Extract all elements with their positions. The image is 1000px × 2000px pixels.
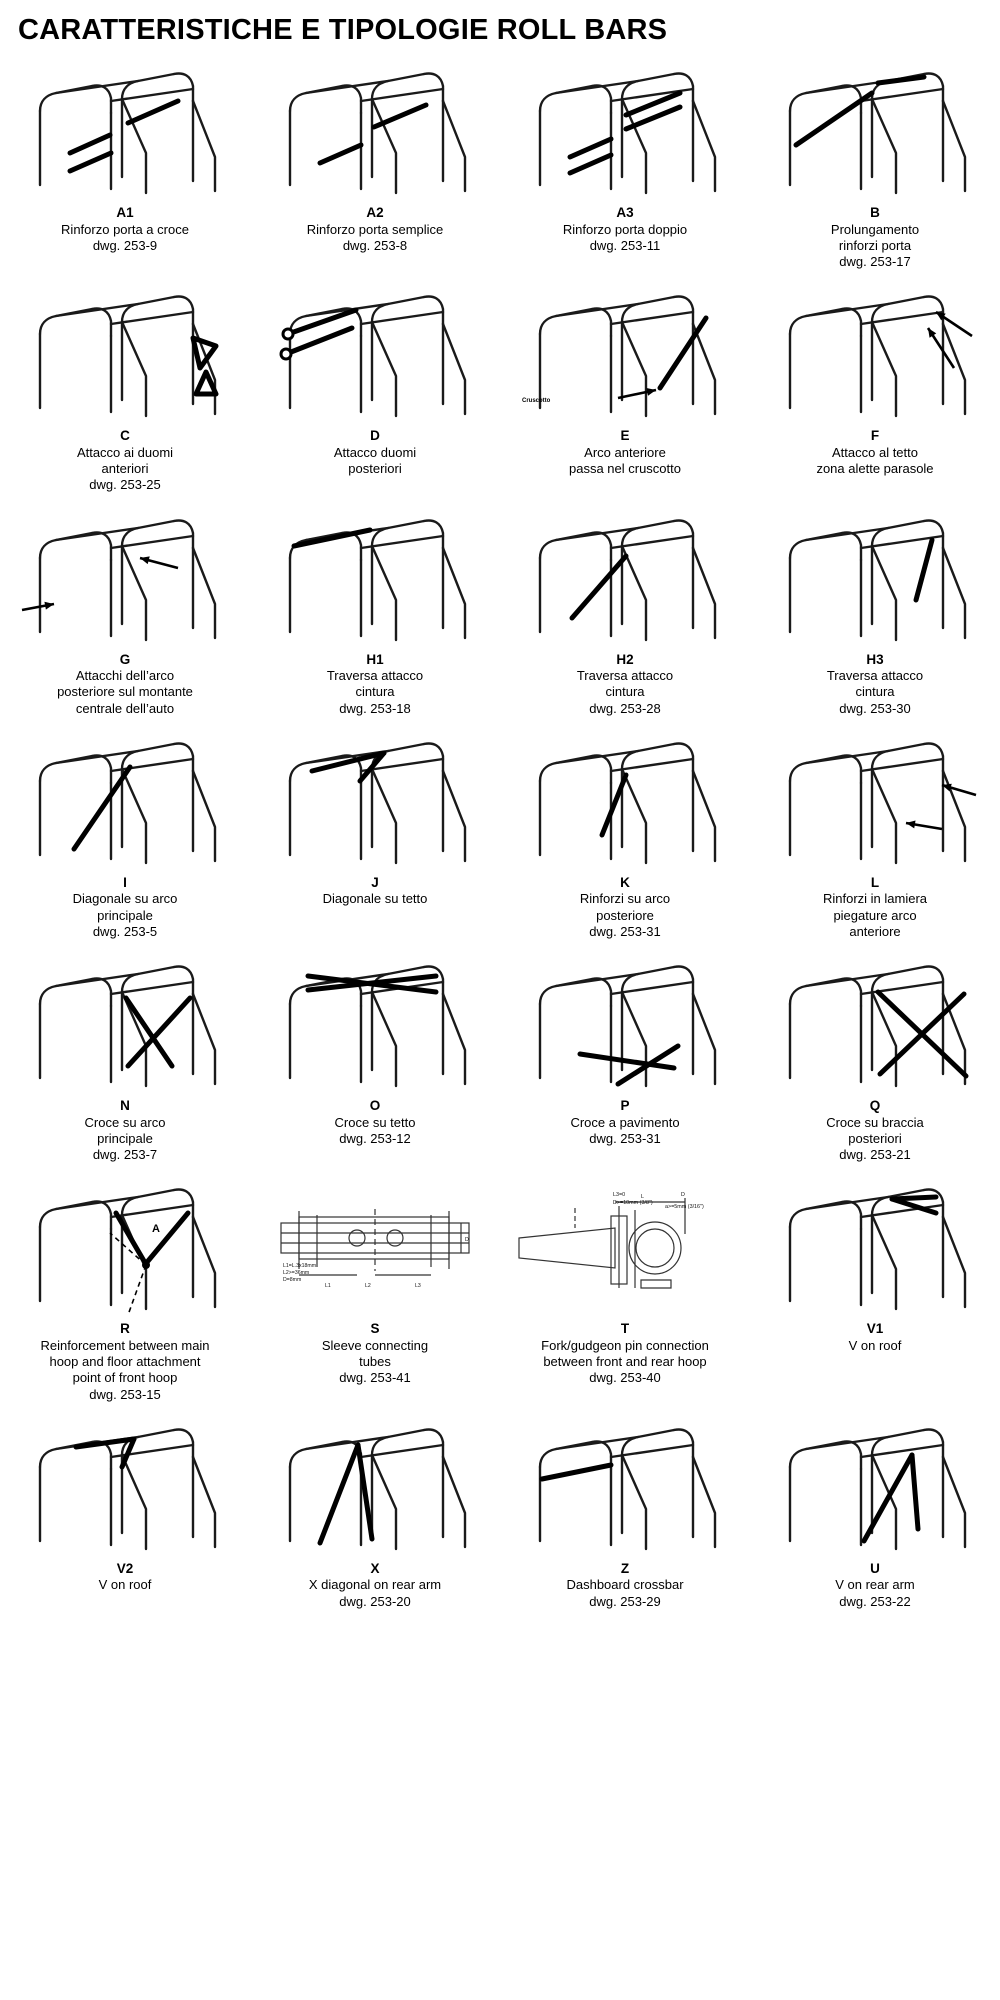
diagram-description: Reinforcement between main hoop and floor attachment point of front hoop dwg. 253-15 — [20, 1338, 230, 1403]
diagram-code: H3 — [866, 651, 884, 667]
diagram-description: Croce su braccia posteriori dwg. 253-21 — [770, 1115, 980, 1164]
cage-drawing-u — [760, 1409, 990, 1559]
diagram-cell-q — [750, 940, 1000, 1163]
cage-drawing-n — [10, 946, 240, 1096]
diagram-description: Attacco al tetto zona alette parasole — [816, 444, 934, 477]
diagram-code: Z — [620, 1560, 630, 1576]
svg-text:L2: L2 — [365, 1283, 371, 1290]
diagram-cell-g — [0, 494, 250, 717]
diagram-cell-h2 — [500, 494, 750, 717]
diagram-description: Diagonale su tetto — [322, 891, 428, 907]
cage-drawing-i — [10, 723, 240, 873]
diagram-cell-n — [0, 940, 250, 1163]
cage-drawing-d — [260, 276, 490, 426]
cage-drawing-o — [260, 946, 490, 1096]
diagram-description: Fork/gudgeon pin connection between front and rear hoop dwg. 253-40 — [520, 1338, 730, 1387]
diagram-cell-r — [0, 1163, 250, 1403]
diagram-code: P — [620, 1098, 630, 1114]
diagram-code: E — [620, 428, 630, 444]
svg-text:L2>=36mm: L2>=36mm — [283, 1270, 310, 1277]
drawing-number: dwg. 253-40 — [589, 1370, 661, 1386]
svg-text:D: D — [681, 1192, 685, 1199]
diagram-description: Rinforzo porta a croce dwg. 253-9 — [20, 222, 230, 255]
note-cruscotto: Cruscotto — [522, 398, 551, 405]
diagram-code: T — [620, 1321, 630, 1337]
cage-drawing-v2 — [10, 1409, 240, 1559]
drawing-number: dwg. 253-20 — [339, 1593, 411, 1609]
diagram-cell-k — [500, 717, 750, 940]
svg-text:D>=10mm (3/8"): D>=10mm (3/8") — [613, 1200, 653, 1207]
drawing-number: dwg. 253-25 — [89, 477, 161, 493]
drawing-number: dwg. 253-7 — [92, 1147, 158, 1163]
diagram-row — [0, 940, 1000, 1163]
diagram-cell-u — [750, 1403, 1000, 1610]
cage-drawing-z — [510, 1409, 740, 1559]
diagram-cell-h1 — [250, 494, 500, 717]
diagram-row — [0, 270, 1000, 493]
diagram-cell-a1 — [0, 47, 250, 270]
cage-drawing-h1 — [260, 500, 490, 650]
diagram-description: Rinforzi su arco posteriore dwg. 253-31 — [520, 891, 730, 940]
diagram-description: Dashboard crossbar dwg. 253-29 — [520, 1577, 730, 1610]
diagram-code: K — [620, 874, 630, 890]
cage-drawing-k — [510, 723, 740, 873]
diagram-cell-z — [500, 1403, 750, 1610]
diagram-code: C — [120, 428, 130, 444]
diagram-cell-o — [250, 940, 500, 1163]
svg-text:L3=0: L3=0 — [613, 1192, 626, 1199]
drawing-number: dwg. 253-5 — [92, 923, 158, 939]
diagram-description: Arco anteriore passa nel cruscotto — [568, 444, 681, 477]
diagram-cell-x — [250, 1403, 500, 1610]
diagram-code: J — [371, 874, 379, 890]
diagram-description: Prolungamento rinforzi porta dwg. 253-17 — [770, 222, 980, 271]
sleeve-technical-drawing — [260, 1169, 490, 1319]
diagram-code: D — [370, 428, 380, 444]
diagram-cell-b — [750, 47, 1000, 270]
diagram-code: A1 — [116, 205, 134, 220]
cage-drawing-q — [760, 946, 990, 1096]
diagram-code: V2 — [116, 1560, 134, 1576]
diagram-cell-e — [500, 270, 750, 493]
page-title: CARATTERISTICHE E TIPOLOGIE ROLL BARS — [18, 14, 668, 46]
diagram-description: Traversa attacco cintura dwg. 253-30 — [770, 668, 980, 717]
cage-drawing-x — [260, 1409, 490, 1559]
svg-text:L: L — [641, 1194, 644, 1201]
cage-drawing-p — [510, 946, 740, 1096]
diagram-cell-l — [750, 717, 1000, 940]
drawing-number: dwg. 253-21 — [839, 1147, 911, 1163]
cage-drawing-v1 — [760, 1169, 990, 1319]
cage-drawing-g — [10, 500, 240, 650]
diagram-description: V on rear arm dwg. 253-22 — [770, 1577, 980, 1610]
diagram-cell-v1 — [750, 1163, 1000, 1403]
cage-drawing-c — [10, 276, 240, 426]
drawing-number: dwg. 253-15 — [89, 1386, 161, 1402]
diagram-description: Croce su arco principale dwg. 253-7 — [20, 1115, 230, 1164]
diagram-code: L — [870, 874, 880, 890]
diagram-row — [0, 47, 1000, 270]
diagram-description: Croce a pavimento dwg. 253-31 — [520, 1115, 730, 1148]
cage-drawing-l — [760, 723, 990, 873]
diagram-cell-p — [500, 940, 750, 1163]
fork-technical-drawing — [510, 1169, 740, 1319]
diagram-description: Attacchi dell’arco posteriore sul montante centrale dell’auto — [57, 668, 193, 716]
diagram-code: A2 — [366, 205, 384, 220]
diagram-code: X — [370, 1560, 380, 1576]
diagram-cell-a3 — [500, 47, 750, 270]
svg-text:L1: L1 — [325, 1283, 331, 1290]
diagram-code: R — [120, 1321, 130, 1337]
cage-drawing-h2 — [510, 500, 740, 650]
diagram-cell-v2 — [0, 1403, 250, 1610]
diagram-code: U — [870, 1560, 880, 1576]
diagram-cell-d — [250, 270, 500, 493]
drawing-number: dwg. 253-9 — [92, 237, 158, 253]
cage-drawing-j — [260, 723, 490, 873]
diagram-description: Attacco ai duomi anteriori dwg. 253-25 — [20, 445, 230, 494]
diagram-row — [0, 1163, 1000, 1403]
cage-drawing-h3 — [760, 500, 990, 650]
drawing-number: dwg. 253-31 — [589, 1130, 661, 1146]
drawing-number: dwg. 253-30 — [839, 700, 911, 716]
diagram-description: Rinforzi in lamiera piegature arco anteriore — [822, 891, 928, 939]
drawing-number: dwg. 253-28 — [589, 700, 661, 716]
diagram-code: F — [870, 428, 880, 444]
cage-drawing-b — [760, 53, 990, 203]
diagram-description: V on roof — [848, 1337, 902, 1353]
drawing-number: dwg. 253-8 — [342, 237, 408, 253]
diagram-description: Traversa attacco cintura dwg. 253-28 — [520, 668, 730, 717]
drawing-number: dwg. 253-22 — [839, 1593, 911, 1609]
svg-text:D=8mm: D=8mm — [283, 1277, 302, 1284]
diagram-code: B — [870, 205, 880, 220]
diagram-code: G — [119, 651, 131, 667]
cage-drawing-a2 — [260, 53, 490, 203]
diagram-description: Croce su tetto dwg. 253-12 — [270, 1115, 480, 1148]
diagram-code: Q — [869, 1098, 881, 1114]
diagram-code: H2 — [616, 651, 634, 667]
cage-drawing-f — [760, 276, 990, 426]
drawing-number: dwg. 253-12 — [339, 1130, 411, 1146]
diagram-code: O — [369, 1098, 381, 1114]
svg-text:D: D — [465, 1237, 469, 1244]
diagram-grid — [0, 47, 1000, 1610]
drawing-number: dwg. 253-41 — [339, 1370, 411, 1386]
diagram-code: A3 — [616, 205, 634, 220]
diagram-code: S — [370, 1321, 380, 1337]
svg-text:L3: L3 — [415, 1283, 421, 1290]
diagram-row — [0, 717, 1000, 940]
diagram-code: I — [123, 874, 127, 890]
diagram-cell-s — [250, 1163, 500, 1403]
cage-drawing-a1 — [10, 53, 240, 203]
note-point-a: A — [152, 1223, 160, 1236]
diagram-cell-f — [750, 270, 1000, 493]
diagram-row — [0, 1403, 1000, 1610]
diagram-code: N — [120, 1098, 130, 1114]
diagram-description: Sleeve connecting tubes dwg. 253-41 — [270, 1338, 480, 1387]
diagram-description: Attacco duomi posteriori — [333, 444, 417, 477]
diagram-description: Rinforzo porta doppio dwg. 253-11 — [520, 222, 730, 255]
diagram-cell-h3 — [750, 494, 1000, 717]
svg-text:L1=L.3x18mm: L1=L.3x18mm — [283, 1263, 317, 1270]
diagram-description: V on roof — [98, 1577, 152, 1593]
diagram-cell-c — [0, 270, 250, 493]
diagram-description: Traversa attacco cintura dwg. 253-18 — [270, 668, 480, 717]
cage-drawing-r — [10, 1169, 240, 1319]
diagram-code: V1 — [866, 1321, 884, 1337]
drawing-number: dwg. 253-17 — [839, 254, 911, 270]
diagram-cell-j — [250, 717, 500, 940]
diagram-description: X diagonal on rear arm dwg. 253-20 — [270, 1577, 480, 1610]
drawing-number: dwg. 253-11 — [589, 237, 661, 253]
cage-drawing-a3 — [510, 53, 740, 203]
diagram-cell-a2 — [250, 47, 500, 270]
drawing-number: dwg. 253-31 — [589, 923, 661, 939]
drawing-number: dwg. 253-29 — [589, 1593, 661, 1609]
diagram-cell-t — [500, 1163, 750, 1403]
diagram-description: Diagonale su arco principale dwg. 253-5 — [20, 891, 230, 940]
svg-text:a>=5mm (3/16"): a>=5mm (3/16") — [665, 1204, 704, 1211]
diagram-cell-i — [0, 717, 250, 940]
diagram-row — [0, 494, 1000, 717]
diagram-description: Rinforzo porta semplice dwg. 253-8 — [270, 222, 480, 255]
drawing-number: dwg. 253-18 — [339, 700, 411, 716]
diagram-code: H1 — [366, 651, 384, 667]
